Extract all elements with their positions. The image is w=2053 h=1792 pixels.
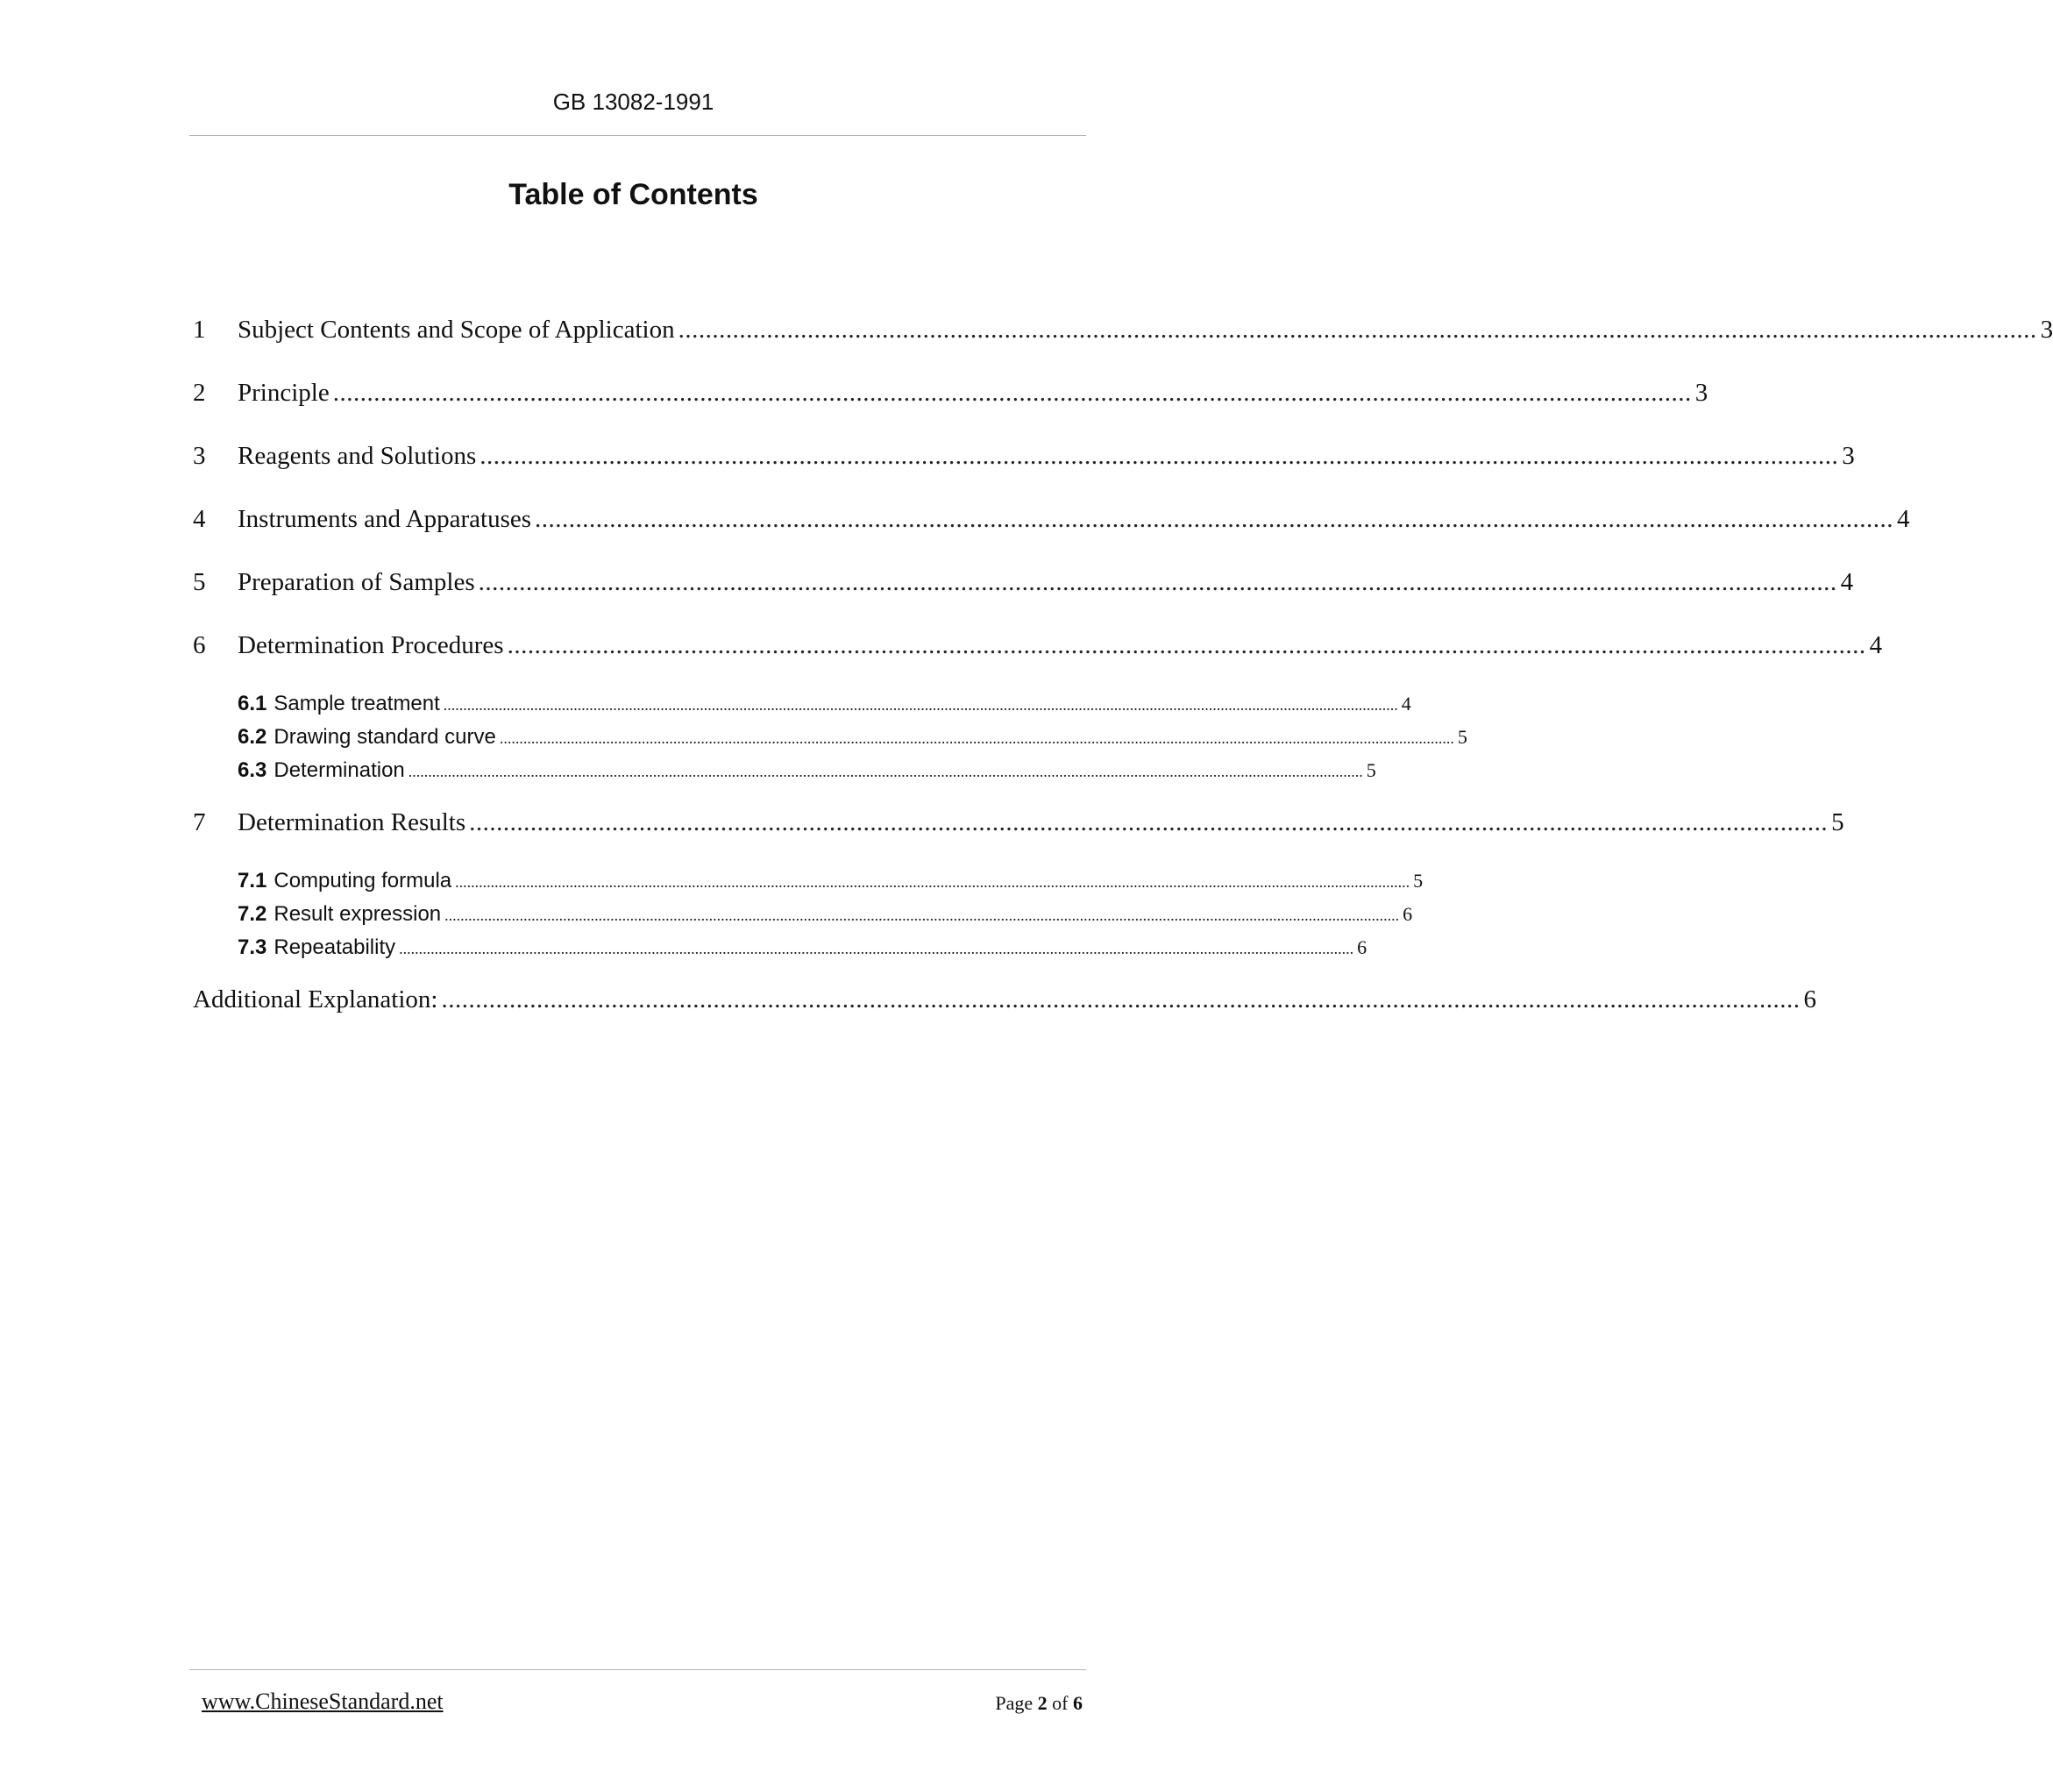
page-of-word: of <box>1052 1692 1069 1714</box>
toc-entry-label: Additional Explanation: <box>193 985 438 1013</box>
toc-entry-6[interactable] <box>193 629 1883 661</box>
toc-entry-label: Reagents and Solutions <box>238 442 477 470</box>
footer-divider <box>189 1669 1086 1670</box>
toc-entry-number: 7 <box>193 808 206 836</box>
toc-entry-page: 6 <box>1403 903 1413 925</box>
toc-entry-number: 7.1 <box>238 869 267 892</box>
page-current: 2 <box>1037 1692 1048 1714</box>
dot-leader: .................................................................................................................................................................................................................................................. <box>444 907 1400 924</box>
dot-leader: ........................................................................................................................................................................................................ <box>678 316 2037 344</box>
toc-entry-6-1[interactable] <box>238 691 1411 718</box>
toc-entry-label: Principle <box>238 379 330 407</box>
toc-entry-page: 5 <box>1366 759 1376 781</box>
toc-entry-page: 3 <box>1842 442 1855 470</box>
dot-leader: .................................................................................................................................................................................................................................................. <box>499 729 1454 747</box>
page-total: 6 <box>1073 1692 1083 1714</box>
header-divider <box>189 135 1086 136</box>
toc-entry-number: 7.2 <box>238 902 267 926</box>
toc-entry-number: 3 <box>193 442 206 470</box>
toc-entry-page: 5 <box>1457 726 1467 748</box>
toc-entry-page: 4 <box>1401 693 1411 715</box>
toc-entry-number: 6 <box>193 631 206 659</box>
toc-entry-6-3[interactable] <box>238 757 1376 785</box>
toc-entry-5[interactable] <box>193 566 1854 598</box>
toc-entry-number: 6.2 <box>238 725 267 749</box>
page-number <box>995 1690 1083 1717</box>
toc-entry-4[interactable] <box>193 503 1910 535</box>
toc-entry-label: Sample treatment <box>273 692 440 715</box>
toc-entry-label: Determination <box>273 758 405 782</box>
dot-leader: .................................................................................................................................................................................................................................................. <box>408 763 1363 780</box>
dot-leader: ........................................................................................................................................................................................................ <box>535 505 1894 533</box>
toc-title: Table of Contents <box>508 178 758 211</box>
toc-entry-7-3[interactable] <box>238 935 1367 962</box>
dot-leader: .................................................................................................................................................................................................................................................. <box>443 696 1398 714</box>
toc-entry-7-2[interactable] <box>238 901 1413 928</box>
toc-entry-7-1[interactable] <box>238 868 1424 895</box>
toc-entry-label: Determination Results <box>238 808 466 836</box>
toc-entry-page: 3 <box>1694 379 1708 407</box>
toc-entry-number: 6.1 <box>238 692 267 715</box>
toc-entry-label: Instruments and Apparatuses <box>238 505 532 533</box>
dot-leader: ........................................................................................................................................................................................................ <box>469 808 1829 836</box>
page-word: Page <box>995 1692 1034 1714</box>
toc-entry-label: Subject Contents and Scope of Application <box>238 316 675 344</box>
toc-entry-number: 2 <box>193 379 206 407</box>
toc-entry-additional-explanation[interactable] <box>193 984 1816 1015</box>
toc-entry-label: Determination Procedures <box>238 631 504 659</box>
dot-leader: ........................................................................................................................................................................................................ <box>478 568 1837 596</box>
toc-entry-number: 7.3 <box>238 935 267 959</box>
dot-leader: ........................................................................................................................................................................................................ <box>332 379 1692 407</box>
toc-entry-label: Computing formula <box>273 869 452 892</box>
toc-entry-number: 1 <box>193 316 206 344</box>
toc-entry-number: 6.3 <box>238 758 267 782</box>
toc-entry-7[interactable] <box>193 807 1844 838</box>
toc-entry-number: 5 <box>193 568 206 596</box>
dot-leader: ........................................................................................................................................................................................................ <box>441 985 1801 1013</box>
toc-entry-page: 4 <box>1869 631 1883 659</box>
dot-leader: ........................................................................................................................................................................................................ <box>507 631 1866 659</box>
toc-entry-page: 3 <box>2040 316 2053 344</box>
toc-entry-2[interactable] <box>193 377 1708 409</box>
footer-website-link[interactable]: www.ChineseStandard.net <box>202 1689 444 1714</box>
toc-entry-1[interactable] <box>193 314 2053 345</box>
dot-leader: .................................................................................................................................................................................................................................................. <box>455 873 1410 891</box>
toc-entry-3[interactable] <box>193 440 1855 472</box>
toc-entry-page: 4 <box>1897 505 1910 533</box>
document-id-header: GB 13082-1991 <box>552 89 714 115</box>
dot-leader: ........................................................................................................................................................................................................ <box>480 442 1839 470</box>
toc-entry-label: Preparation of Samples <box>238 568 475 596</box>
toc-entry-number: 4 <box>193 505 206 533</box>
dot-leader: .................................................................................................................................................................................................................................................. <box>399 940 1354 957</box>
toc-entry-page: 6 <box>1803 985 1816 1013</box>
toc-entry-label: Drawing standard curve <box>273 725 496 749</box>
toc-entry-6-2[interactable] <box>238 724 1467 751</box>
toc-entry-page: 4 <box>1840 568 1854 596</box>
toc-entry-page: 5 <box>1831 808 1844 836</box>
toc-entry-label: Repeatability <box>273 935 396 959</box>
toc-entry-page: 6 <box>1357 936 1367 958</box>
toc-entry-label: Result expression <box>273 902 442 926</box>
toc-entry-page: 5 <box>1413 870 1424 892</box>
